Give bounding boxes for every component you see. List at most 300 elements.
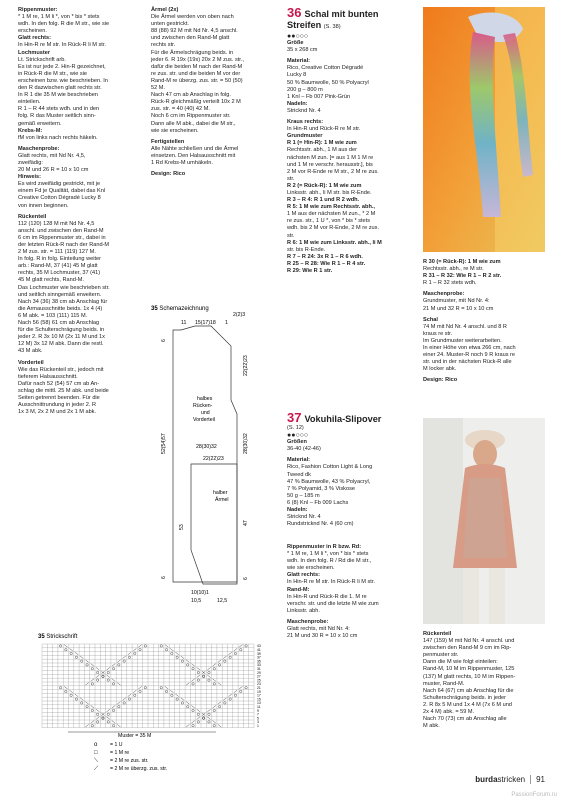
chart-row-number: 37: [257, 655, 261, 660]
project-37-size-label: Größen: [287, 439, 307, 446]
p37-material-line: 7 % Polyamid, 3 % Viskose: [287, 485, 355, 492]
mid-col-line: Noch 6 cm im Rippenmuster str.: [151, 113, 231, 120]
chart-decrease-mark: [85, 724, 88, 727]
chart-yarn-over-mark: [107, 671, 109, 673]
p36-body-line: R 1 (= Hin-R): 1 M wie zum: [287, 140, 357, 147]
chart-yarn-over-mark: [81, 660, 83, 662]
left-col-line: die Armausschnitte beids. 1x 4 (4): [18, 305, 103, 312]
chart-yarn-over-mark: [112, 709, 114, 711]
body-right-1: 22(22)23: [243, 355, 249, 376]
p36-body-line: R 3 – R 4: R 1 und R 2 wdh.: [287, 197, 360, 204]
p37-body-line: Rippenmuster in R bzw. Rd:: [287, 544, 362, 550]
project-36-title-2: Streifen: [287, 20, 322, 30]
chart-yarn-over-mark: [229, 656, 231, 658]
chart-decrease-mark: [191, 705, 194, 708]
chart-decrease-mark: [107, 675, 110, 678]
project-37-right: [423, 631, 545, 730]
schema-num: 35: [151, 306, 158, 312]
p36-body-line: und 1 M re verschr. herausstr.], bis: [287, 161, 373, 168]
chart-row-number: 1: [257, 724, 259, 728]
chart-yarn-over-mark: [176, 698, 178, 700]
chart-decrease-mark: [80, 698, 83, 701]
left-column-text: [18, 7, 136, 416]
chart-yarn-over-mark: [192, 668, 194, 670]
scarf-photo-svg: [423, 7, 545, 252]
body-piece: [173, 326, 237, 582]
p37-needles-line: Stricknd Nr. 4: [287, 514, 321, 521]
p36-material-line: 200 g – 800 m: [287, 86, 323, 93]
chart-yarn-over-mark: [197, 671, 199, 673]
chart-yarn-over-mark: [234, 652, 236, 654]
project-37-body: [287, 544, 409, 640]
chart-yarn-over-mark: [208, 679, 210, 681]
chart-yarn-over-mark: [102, 675, 104, 677]
mid-col-line: einsetzen. Den Halsausschnitt mit: [151, 152, 236, 159]
chart-decrease-mark: [207, 667, 210, 670]
p37-material-line: Rico, Fashion Cotton Light & Long: [287, 464, 373, 471]
chart-decrease-mark: [207, 717, 210, 720]
chart-decrease-mark: [91, 721, 94, 724]
p37-right-line: Rückenteil: [423, 631, 452, 637]
chart-decrease-mark: [213, 705, 216, 708]
chart-yarn-over-mark: [240, 649, 242, 651]
p36-right-line: Maschenprobe:: [423, 291, 465, 298]
left-col-line: Es ist nur jede 2. Hin-R gezeichnet,: [18, 63, 106, 70]
chart-decrease-mark: [176, 652, 179, 655]
chart-yarn-over-mark: [144, 687, 146, 689]
left-col-line: Hinweis:: [18, 174, 42, 181]
p36-right-line: Schal: [423, 316, 438, 323]
chart-yarn-over-mark: [139, 649, 141, 651]
chart-yarn-over-mark: [96, 721, 98, 723]
chart-yarn-over-mark: [208, 671, 210, 673]
watermark: PassionForum.ru: [511, 792, 557, 798]
left-col-line: anschl. und zwischen den Rand-M: [18, 227, 104, 234]
chart-decrease-mark: [107, 667, 110, 670]
chart-row-number: 25: [257, 678, 261, 683]
p37-body-line: verschr. str. und die letzte M wie zum: [287, 600, 379, 607]
sleeve-right-1: 47: [243, 520, 249, 526]
chart-decrease-mark: [138, 686, 141, 689]
chart-yarn-over-mark: [245, 687, 247, 689]
body-label-4: Vorderteil: [193, 417, 215, 423]
chart-decrease-mark: [117, 724, 120, 727]
chart-yarn-over-mark: [107, 721, 109, 723]
left-col-line: Maschenprobe:: [18, 145, 60, 152]
chart-row-number: 13: [257, 701, 261, 706]
chart-decrease-mark: [85, 683, 88, 686]
chart-row-number: 9: [257, 708, 259, 713]
chart-yarn-over-mark: [197, 679, 199, 681]
chart-num: 35: [38, 634, 45, 640]
schema-drawing: [151, 304, 275, 629]
chart-decrease-mark: [213, 721, 216, 724]
chart-yarn-over-mark: [91, 668, 93, 670]
chart-decrease-mark: [197, 667, 200, 670]
chart-decrease-mark: [207, 675, 210, 678]
chart-row-number: 19: [257, 689, 261, 694]
project-36-page-ref: (S. 38): [323, 24, 341, 30]
chart-decrease-mark: [75, 652, 78, 655]
chart-decrease-mark: [80, 656, 83, 659]
chart-yarn-over-mark: [118, 664, 120, 666]
left-col-line: Lt. Strickschrift arb.: [18, 56, 66, 63]
left-col-line: folg. R das Muster seitlich sinn-: [18, 113, 96, 120]
left-col-line: Seiten getrennt beenden. Für die: [18, 394, 100, 401]
chart-row-number: 15: [257, 697, 261, 702]
chart-yarn-over-mark: [229, 698, 231, 700]
p37-material-line: 6 (8) Knl – Fb 009 Lachs: [287, 499, 349, 506]
sleeve-bottom-2: 10,5: [191, 598, 202, 604]
chart-yarn-over-mark: [70, 652, 72, 654]
chart-decrease-mark: [112, 721, 115, 724]
p37-material-line: 47 % Baumwolle, 43 % Polyacryl,: [287, 478, 371, 485]
chart-row-number: 33: [257, 663, 261, 668]
photo-scarf: [423, 7, 545, 252]
chart-decrease-mark: [117, 702, 120, 705]
p36-right-line: Design: Rico: [423, 377, 458, 384]
chart-decrease-mark: [112, 705, 115, 708]
chart-decrease-mark: [186, 683, 189, 686]
svg-text:35 Strickschrift: [38, 634, 78, 640]
p36-material-line: Rico, Creative Cotton Dégradé: [287, 65, 364, 72]
chart-yarn-over-mark: [96, 671, 98, 673]
project-37-size: 36-40 (42-46): [287, 446, 321, 453]
chart-decrease-mark: [239, 645, 242, 648]
sleeve-label-1: halber: [213, 490, 228, 496]
chart-yarn-over-mark: [181, 702, 183, 704]
project-36-size: 35 x 268 cm: [287, 47, 318, 54]
left-col-line: 45 M glatt rechts, Rand-M.: [18, 277, 84, 284]
chart-decrease-mark: [218, 660, 221, 663]
chart-yarn-over-mark: [134, 694, 136, 696]
chart-yarn-over-mark: [65, 690, 67, 692]
left-col-line: In folg. R in folg. Einteilung weiter: [18, 256, 102, 263]
left-col-line: Das Lochmuster wie beschrieben str.: [18, 284, 110, 291]
left-col-line: einem Fd je Qualität, dabei das Knl: [18, 188, 106, 195]
chart-yarn-over-mark: [176, 656, 178, 658]
body-label-2: Rücken-: [193, 403, 213, 409]
chart-row-number: 27: [257, 674, 261, 679]
chart-yarn-over-mark: [86, 706, 88, 708]
chart-yarn-over-mark: [75, 698, 77, 700]
p37-body-line: wie sie erscheinen.: [287, 565, 335, 572]
left-col-line: 112 (120) 128 M mit Nd Nr. 4,5: [18, 220, 95, 227]
project-37-needles: [287, 514, 409, 528]
chart-decrease-mark: [112, 679, 115, 682]
left-col-line: Glatt rechts:: [18, 35, 51, 42]
chart-decrease-mark: [64, 686, 67, 689]
chart-decrease-mark: [229, 652, 232, 655]
p37-right-line: 2. R 8x 5 M und 1x 4 M (7x 6 M und: [423, 701, 512, 708]
left-col-line: In Hin-R re M str. In Rück-R li M str.: [18, 42, 106, 49]
chart-yarn-over-mark: [165, 649, 167, 651]
chart-yarn-over-mark: [181, 660, 183, 662]
chart-yarn-over-mark: [134, 652, 136, 654]
project-36-body: [287, 119, 409, 275]
left-col-line: und seitlich sinngemäß erweitern.: [18, 291, 102, 298]
chart-yarn-over-mark: [197, 721, 199, 723]
chart-decrease-mark: [112, 664, 115, 667]
legend-txt-4: = 2 M re überzg. zus. str.: [110, 766, 168, 772]
left-col-line: 6 cm im Rippenmuster str., dabei in: [18, 234, 106, 241]
p36-right-line: R 31 – R 32: Wie R 1 – R 2 str.: [423, 273, 502, 280]
chart-yarn-over-mark: [123, 660, 125, 662]
left-col-line: jeder 2. R 3x 10 M (2x 11 M und 1x: [18, 334, 105, 341]
project-36-difficulty: ●●○○○: [287, 33, 309, 40]
p37-right-line: 2x 4 M) abk. = 59 M.: [423, 709, 475, 716]
chart-row-number: 17: [257, 693, 261, 698]
p37-right-line: 147 (159) M mit Nd Nr. 4 anschl. und: [423, 638, 515, 645]
chart-decrease-mark: [213, 679, 216, 682]
chart-decrease-mark: [107, 717, 110, 720]
left-col-line: der letzten Rück-R nach der Rand-M: [18, 242, 110, 248]
chart-decrease-mark: [96, 667, 99, 670]
p36-right-line: R 30 (= Rück-R): 1 M wie zum: [423, 259, 501, 265]
chart-decrease-mark: [85, 660, 88, 663]
left-col-line: Rückenteil: [18, 213, 47, 220]
left-col-line: arb.: Rand-M, 37 (41) 45 M glatt: [18, 263, 98, 270]
p36-body-line: str.: [287, 232, 295, 239]
left-col-line: rechts, 35 M Lochmuster, 37 (41): [18, 270, 101, 277]
chart-decrease-mark: [207, 709, 210, 712]
p37-right-line: Nach 64 (67) cm ab Anschlag für die: [423, 687, 514, 694]
p36-body-line: R 29: Wie R 1 str.: [287, 268, 333, 274]
p36-body-line: wdh. bis 2 M vor R-Ende, 2 M re zus.: [287, 225, 380, 232]
project-36-number: 36: [287, 5, 302, 20]
chart-decrease-mark: [96, 717, 99, 720]
left-col-line: tieferem Halsausschnitt.: [18, 373, 78, 380]
chart-row-number: 35: [257, 659, 261, 664]
chart-yarn-over-mark: [86, 664, 88, 666]
chart-yarn-over-mark: [240, 690, 242, 692]
slipover-photo-svg: [423, 418, 545, 624]
p37-right-line: Dann die M wie folgt einteilen:: [423, 659, 498, 666]
body-left-3: 6: [161, 576, 167, 579]
chart-decrease-mark: [64, 645, 67, 648]
p36-body-line: str.: [287, 175, 295, 182]
chart-decrease-mark: [223, 656, 226, 659]
left-col-line: Glatt rechts, mit Nd Nr. 4,5,: [18, 152, 86, 159]
mid-col-line: Dann alle M abk., dabei die M str.,: [151, 120, 236, 127]
chart-yarn-over-mark: [128, 698, 130, 700]
body-top-b: 15(17)18: [195, 320, 216, 326]
p36-body-line: str. bis R-Ende.: [287, 246, 326, 253]
project-37: [287, 412, 409, 528]
middle-column-text: [151, 7, 275, 178]
chart-yarn-over-mark: [218, 664, 220, 666]
chart-yarn-over-mark: [70, 694, 72, 696]
chart-decrease-mark: [218, 724, 221, 727]
mid-col-line: zus. str. = 40 (40) 42 M.: [151, 106, 210, 113]
body-top-right: 2(2)3: [233, 312, 246, 318]
sleeve-label-2: Ärmel: [215, 497, 229, 503]
legend-sym-3: ⟍: [94, 758, 99, 764]
body-left-1: 6: [161, 339, 167, 342]
chart-svg: [38, 632, 278, 782]
p37-right-line: Nach 70 (73) cm ab Anschlag alle: [423, 716, 507, 723]
chart-yarn-over-mark: [81, 702, 83, 704]
chart-decrease-mark: [96, 675, 99, 678]
left-col-line: 20 M und 26 R = 10 x 10 cm: [18, 167, 89, 174]
mid-col-line: dafür die beiden M nach der Rand-M: [151, 63, 243, 70]
left-col-line: Wie das Rückenteil str., jedoch mit: [18, 366, 104, 373]
mid-col-line: 1 Rd Krebs-M umhäkeln.: [151, 159, 213, 166]
chart-row-number: 7: [257, 712, 259, 717]
project-37-number: 37: [287, 410, 302, 425]
schema-svg: [151, 304, 275, 624]
chart-yarn-over-mark: [91, 709, 93, 711]
body-left-2: 52(54)57: [161, 433, 167, 454]
left-col-line: Lochmuster: [18, 49, 51, 56]
body-bottom: 28(30)32: [196, 444, 217, 450]
p36-body-line: R 5: 1 M wie zum Rechtsstr. abh.,: [287, 204, 375, 211]
sleeve-right-2: 6: [243, 577, 249, 580]
project-36-title-1: Schal mit bunten: [304, 9, 379, 19]
chart-decrease-mark: [229, 694, 232, 697]
chart-yarn-over-mark: [197, 713, 199, 715]
chart-decrease-mark: [91, 679, 94, 682]
mid-col-line: Design: Rico: [151, 171, 186, 178]
p36-right-line: Grundmuster, mit Nd Nr. 4:: [423, 298, 490, 305]
body-label-3: und: [201, 410, 210, 416]
page-footer: [475, 775, 545, 784]
left-col-line: Dafür nach 52 (54) 57 cm ab An-: [18, 380, 100, 387]
left-col-line: gemäß erweitern.: [18, 120, 62, 127]
photo-slipover: [423, 418, 545, 624]
p37-body-line: Linksstr. abh.: [287, 607, 320, 614]
chart-yarn-over-mark: [171, 652, 173, 654]
chart-yarn-over-mark: [160, 645, 162, 647]
chart-yarn-over-mark: [202, 717, 204, 719]
chart-decrease-mark: [239, 686, 242, 689]
p36-right-line: 74 M mit Nd Nr. 4 anschl. und 8 R: [423, 323, 507, 330]
chart-yarn-over-mark: [213, 668, 215, 670]
chart-yarn-over-mark: [139, 690, 141, 692]
project-36-needles-label: Nadeln:: [287, 100, 308, 107]
chart-yarn-over-mark: [213, 709, 215, 711]
chart-decrease-mark: [186, 660, 189, 663]
p36-right-line: kraus re str.: [423, 330, 453, 337]
project-37-title: Vokuhila-Slipover: [304, 414, 382, 424]
chart-row-number: 29: [257, 670, 261, 675]
chart-yarn-over-mark: [118, 706, 120, 708]
chart-decrease-mark: [181, 656, 184, 659]
chart-yarn-over-mark: [75, 656, 77, 658]
chart-yarn-over-mark: [171, 694, 173, 696]
sleeve-bottom-3: 12,5: [217, 598, 228, 604]
body-right-2: 28(30)32: [243, 433, 249, 454]
footer-brand: burda: [475, 775, 498, 784]
chart-row-numbers: [257, 644, 261, 728]
chart-decrease-mark: [213, 664, 216, 667]
chart-decrease-mark: [176, 694, 179, 697]
chart-grid: [42, 644, 254, 728]
sleeve-bottom-1: 10(10)1: [191, 590, 209, 596]
chart-yarn-over-mark: [96, 679, 98, 681]
chart-decrease-mark: [181, 698, 184, 701]
p36-body-line: R 2 (= Rück-R): 1 M wie zum: [287, 182, 362, 189]
project-37-material-label: Material:: [287, 457, 311, 464]
sleeve-piece: [191, 464, 237, 584]
chart-row-number: 5: [257, 716, 259, 721]
project-36-material-label: Material:: [287, 58, 311, 65]
left-col-line: Rippenmuster:: [18, 7, 58, 13]
p37-body-line: In Hin-R und Rück-R die 1. M re: [287, 593, 367, 600]
chart-decrease-mark: [138, 645, 141, 648]
p37-material-line: 50 g – 185 m: [287, 492, 320, 499]
chart-yarn-over-mark: [224, 660, 226, 662]
left-col-line: 6 M abk. = 103 (111) 115 M.: [18, 312, 88, 319]
project-37-needles-label: Nadeln:: [287, 507, 308, 514]
project-37-material: [287, 464, 409, 507]
left-col-line: von innen beginnen.: [18, 202, 69, 209]
p36-body-line: re zus. str., 1 U *, von * bis * stets: [287, 218, 371, 225]
chart-yarn-over-mark: [218, 706, 220, 708]
project-36-needles: Stricknd Nr. 4: [287, 107, 321, 114]
p37-body-line: Glatt rechts:: [287, 572, 320, 579]
chart-decrease-mark: [75, 694, 78, 697]
chart-decrease-mark: [191, 664, 194, 667]
mid-col-line: Ärmel (2x): [151, 7, 179, 13]
p36-right-line: einer 24. Muster-R noch 9 R kraus re: [423, 352, 516, 359]
left-col-line: In R 1 die 35 M wie beschrieben: [18, 92, 98, 99]
p37-right-line: muster, Rand-M.: [423, 680, 465, 687]
repeat-label: Muster = 35 M: [118, 733, 152, 739]
chart-decrease-mark: [70, 648, 73, 651]
p36-body-line: Grundmuster: [287, 133, 323, 140]
chart-yarn-over-mark: [192, 725, 194, 727]
left-col-line: einteilen.: [18, 99, 41, 106]
svg-text:35 Schemazeichnung: [151, 306, 209, 312]
mid-col-line: rechts str.: [151, 42, 176, 49]
mid-col-line: 52 M.: [151, 85, 165, 92]
chart-decrease-mark: [186, 724, 189, 727]
chart-decrease-mark: [117, 683, 120, 686]
p37-right-line: penmuster str.: [423, 652, 459, 659]
chart-decrease-mark: [197, 709, 200, 712]
mid-col-line: unten gestrickt.: [151, 21, 189, 28]
p36-body-line: Kraus rechts:: [287, 119, 324, 126]
project-37-page-ref: (S. 12): [287, 425, 304, 431]
chart-decrease-mark: [234, 690, 237, 693]
chart-row-number: 41: [257, 648, 261, 652]
chart-decrease-mark: [123, 656, 126, 659]
chart-decrease-mark: [191, 721, 194, 724]
left-col-line: Es wird zweifädig gestrickt, mit je: [18, 181, 101, 188]
chart-yarn-over-mark: [107, 679, 109, 681]
project-36-size-label: Größe: [287, 40, 304, 47]
chart-decrease-mark: [223, 698, 226, 701]
schema-heading: Schemazeichnung: [159, 306, 209, 312]
chart-yarn-over-mark: [213, 725, 215, 727]
mid-col-line: und zwischen den Rand-M glatt: [151, 35, 230, 42]
left-col-line: zweifädig:: [18, 159, 43, 166]
mid-col-line: Rand-M re überzg. zus. str. = 50 (50): [151, 77, 243, 84]
p37-right-line: Schulterschrägung beids. in jeder: [423, 694, 507, 701]
p37-right-line: (137) M glatt rechts, 10 M im Rippen-: [423, 673, 516, 680]
legend-sym-4: ⟋: [94, 766, 99, 772]
chart-yarn-over-mark: [102, 717, 104, 719]
left-col-line: * 1 M re, 1 M li *, von * bis * stets: [18, 14, 100, 21]
mid-col-line: wie sie erscheinen.: [151, 127, 199, 134]
chart-yarn-over-mark: [59, 687, 61, 689]
mid-col-line: re zus. str. und die beiden M vor der: [151, 70, 241, 77]
chart-decrease-mark: [128, 652, 131, 655]
left-col-line: Creative Cotton Dégradé Lucky 8: [18, 195, 101, 202]
p36-right-line: Rechtsstr. abh., re M str.: [423, 266, 484, 273]
chart-yarn-over-mark: [234, 694, 236, 696]
